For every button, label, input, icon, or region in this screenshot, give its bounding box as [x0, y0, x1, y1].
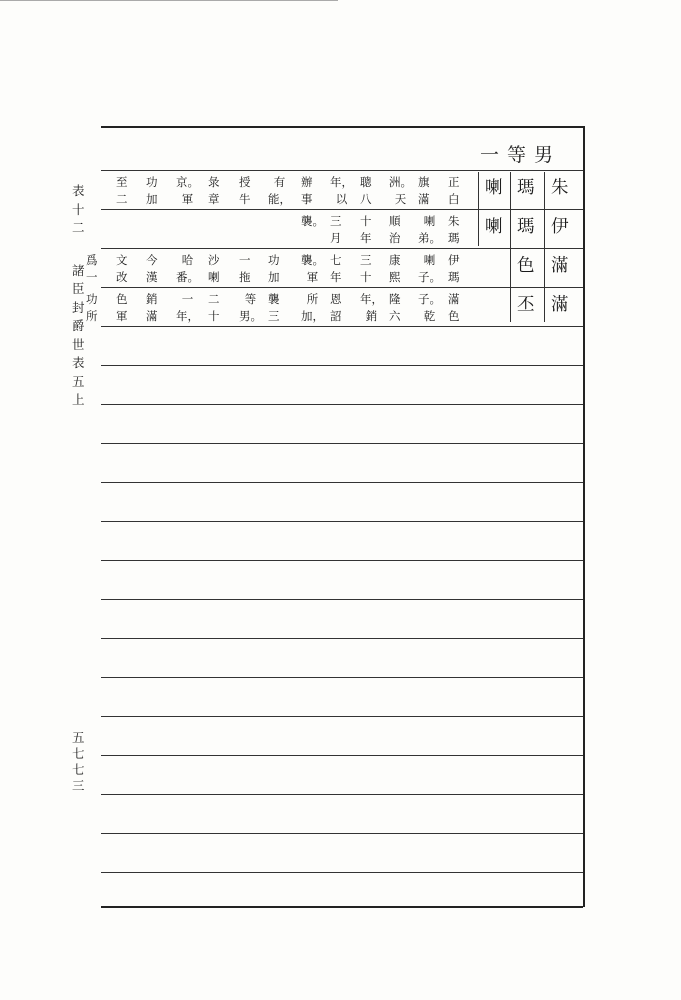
bio-col — [301, 213, 324, 230]
bio-char: 滿 — [146, 309, 158, 324]
biography-row-4 — [86, 291, 468, 327]
bio-text — [268, 252, 280, 287]
side-char: 五 — [72, 373, 85, 389]
side-char: 封 — [72, 299, 85, 315]
biography-row-3 — [86, 252, 468, 288]
row-divider — [101, 755, 583, 756]
bio-char: 一 — [239, 253, 251, 267]
bio-text — [360, 174, 372, 209]
bio-col — [268, 291, 280, 326]
row-divider — [101, 365, 583, 366]
name-column-2 — [517, 174, 535, 330]
bio-char: 七 — [330, 253, 342, 267]
bio-text — [448, 174, 460, 209]
bio-text — [116, 291, 128, 326]
bio-col — [389, 174, 412, 209]
bio-col — [116, 174, 128, 209]
bio-char: 一 — [86, 270, 98, 285]
page-digit: 三 — [72, 778, 85, 793]
bio-col — [268, 252, 280, 287]
bio-text — [208, 252, 220, 287]
name-char: 瑪 — [517, 217, 535, 237]
row-divider — [101, 794, 583, 795]
bio-text — [389, 174, 412, 209]
bio-char: 白 — [448, 192, 460, 207]
bio-text — [418, 174, 430, 209]
bio-text — [360, 291, 383, 326]
page-digit: 五 — [72, 730, 85, 745]
bio-col — [389, 252, 401, 287]
bio-char: 軍 — [116, 309, 128, 324]
name-char: 朱 — [551, 178, 569, 198]
bio-text — [208, 174, 220, 209]
name-column-3 — [485, 174, 503, 252]
bio-col — [418, 174, 430, 209]
bio-text — [208, 291, 220, 326]
row-divider — [101, 599, 583, 600]
name-char: 伊 — [551, 217, 569, 237]
bio-char: 詔 — [330, 309, 342, 324]
bio-char: 年 — [330, 270, 342, 285]
bio-col — [389, 213, 401, 248]
name-column-bar — [544, 172, 545, 322]
bio-char: 十 — [208, 309, 220, 324]
bio-char: 軍 — [306, 270, 319, 285]
bio-char: 朱 — [448, 214, 460, 228]
bio-char: 喇 — [208, 270, 220, 285]
bio-char: 襲 — [268, 292, 280, 306]
bio-char: 授 — [239, 175, 251, 189]
bio-char: 隆 — [389, 292, 401, 306]
bio-char: 月 — [330, 231, 342, 246]
bio-char: 滿 — [448, 292, 460, 306]
bio-char: 爲 — [86, 253, 98, 267]
bio-col — [448, 174, 460, 209]
bio-col — [116, 291, 128, 326]
bio-col — [330, 174, 353, 209]
table-right-border — [583, 126, 585, 907]
bio-col — [268, 174, 291, 209]
name-char: 滿 — [551, 256, 569, 276]
bio-char: 銷 — [365, 309, 378, 324]
bio-char: 十 — [360, 214, 372, 228]
name-column-bar — [478, 172, 479, 246]
bio-col — [330, 252, 342, 287]
bio-char: 功 — [268, 253, 280, 267]
bio-char: 章 — [208, 192, 220, 207]
bio-char: 以 — [335, 192, 348, 207]
bio-text — [448, 291, 460, 326]
bio-text — [146, 252, 158, 287]
bio-char: 番。 — [176, 270, 199, 285]
bio-char: 牛 — [239, 192, 251, 207]
bio-char: 喇 — [423, 253, 436, 267]
bio-char: 所 — [306, 292, 319, 306]
bio-col — [448, 291, 460, 326]
bio-text — [268, 291, 280, 326]
bio-col — [239, 174, 251, 209]
bio-char: 沙 — [208, 253, 220, 267]
bio-text — [360, 213, 372, 248]
biography-row-2 — [108, 213, 468, 249]
bio-char: 治 — [389, 231, 401, 246]
table-header-title: 一等男 — [480, 144, 562, 166]
row-divider — [101, 833, 583, 834]
bio-col — [86, 291, 98, 326]
bio-char: 色 — [116, 292, 128, 306]
bio-text — [330, 252, 342, 287]
side-char: 世 — [72, 336, 85, 352]
bio-col — [176, 291, 199, 326]
bio-col — [389, 291, 401, 326]
bio-col — [418, 213, 441, 248]
bio-char: 能， — [268, 192, 291, 207]
bio-char: 康 — [389, 253, 401, 267]
bio-char: 三 — [360, 253, 372, 267]
bio-char: 年， — [330, 175, 353, 189]
bio-char: 辦 — [301, 175, 313, 189]
row-divider — [101, 872, 583, 873]
bio-col — [208, 174, 220, 209]
bio-char: 今 — [146, 253, 158, 267]
bio-col — [86, 252, 98, 287]
bio-text — [448, 252, 460, 287]
top-edge-line — [0, 0, 338, 1]
bio-text — [86, 252, 98, 287]
page-number — [72, 730, 85, 794]
biography-row-1 — [108, 174, 468, 210]
bio-char: 八 — [360, 192, 372, 207]
bio-char: 京。 — [176, 175, 199, 189]
bio-char: 瑪 — [448, 270, 460, 285]
bio-text — [330, 291, 342, 326]
bio-char: 熙 — [389, 270, 401, 285]
bio-char: 銷 — [146, 292, 158, 306]
bio-char: 加 — [268, 270, 280, 285]
bio-char: 所 — [86, 309, 98, 324]
side-char: 表 — [72, 183, 85, 198]
bio-text — [146, 174, 158, 209]
side-char: 諸 — [72, 262, 85, 278]
bio-col — [208, 252, 220, 287]
bio-char: 襲。 — [301, 214, 324, 228]
bio-col — [330, 213, 342, 248]
bio-text — [239, 174, 251, 209]
bio-char: 正 — [448, 175, 460, 189]
bio-char: 瑪 — [448, 231, 460, 246]
bio-text — [448, 213, 460, 248]
name-char: 滿 — [551, 295, 569, 315]
name-char: 色 — [517, 256, 535, 276]
bio-char: 年， — [176, 309, 199, 324]
bio-col — [146, 252, 158, 287]
bio-char: 喇 — [423, 214, 436, 228]
bio-char: 文 — [116, 253, 128, 267]
bio-char: 三 — [268, 309, 280, 324]
bio-char: 乾 — [423, 309, 436, 324]
row-divider — [101, 482, 583, 483]
bio-text — [301, 174, 313, 209]
bio-char: 加， — [301, 309, 324, 324]
bio-col — [239, 252, 251, 287]
bio-col — [418, 252, 441, 287]
bio-col — [360, 252, 372, 287]
side-char: 二 — [72, 220, 85, 235]
side-char: 臣 — [72, 281, 85, 296]
bio-text — [330, 174, 353, 209]
bio-char: 哈 — [181, 253, 194, 267]
bio-char: 加 — [146, 192, 158, 207]
bio-text — [176, 291, 199, 326]
bio-char: 年， — [360, 292, 383, 306]
side-char: 十 — [72, 201, 85, 217]
bio-text — [301, 213, 324, 230]
bio-char: 二 — [208, 292, 220, 306]
bio-col — [301, 291, 324, 326]
bio-text — [116, 174, 128, 209]
bio-char: 軍 — [181, 192, 194, 207]
bio-col — [146, 174, 158, 209]
name-char: 喇 — [485, 217, 503, 237]
bio-col — [301, 252, 324, 287]
bio-char: 三 — [330, 214, 342, 228]
bio-col — [146, 291, 158, 326]
bio-text — [389, 291, 401, 326]
bio-char: 聰 — [360, 175, 372, 189]
bio-char: 色 — [448, 309, 460, 324]
bio-text — [116, 252, 128, 287]
name-char: 丕 — [517, 295, 535, 315]
bio-char: 恩 — [330, 292, 342, 306]
bio-text — [239, 252, 251, 287]
bio-text — [268, 174, 291, 209]
bio-char: 襲。 — [301, 253, 324, 267]
bio-text — [330, 213, 342, 248]
page-digit: 七 — [72, 746, 85, 761]
bio-col — [208, 291, 220, 326]
bio-char: 改 — [116, 270, 128, 285]
bio-char: 子。 — [418, 270, 441, 285]
bio-col — [448, 252, 460, 287]
bio-text — [360, 252, 372, 287]
table-top-border — [101, 126, 584, 128]
bio-col — [360, 213, 372, 248]
bio-char: 有 — [273, 175, 286, 189]
bio-char: 六 — [389, 309, 401, 324]
bio-text — [301, 291, 324, 326]
row-divider — [101, 638, 583, 639]
bio-text — [146, 291, 158, 326]
row-divider — [101, 443, 583, 444]
row-divider — [101, 716, 583, 717]
bio-char: 順 — [389, 214, 401, 228]
side-title — [72, 182, 85, 410]
bio-char: 男。 — [239, 309, 262, 324]
bio-col — [360, 291, 383, 326]
bio-char: 天 — [394, 192, 407, 207]
bio-char: 至 — [116, 175, 128, 189]
row-divider — [101, 521, 583, 522]
page-digit: 七 — [72, 762, 85, 777]
side-char: 表 — [72, 355, 85, 370]
bio-char: 年 — [360, 231, 372, 246]
bio-char: 漢 — [146, 270, 158, 285]
table-bottom-border — [101, 906, 583, 908]
bio-char: 事 — [301, 192, 313, 207]
side-char: 上 — [72, 392, 85, 407]
bio-char: 彔 — [208, 175, 220, 189]
bio-char: 等 — [244, 292, 257, 306]
bio-char: 子。 — [418, 292, 441, 306]
bio-char: 拖 — [239, 270, 251, 285]
bio-text — [418, 213, 441, 248]
bio-char: 洲。 — [389, 175, 412, 189]
bio-char: 十 — [360, 270, 372, 285]
bio-col — [418, 291, 441, 326]
bio-text — [418, 291, 441, 326]
bio-col — [301, 174, 313, 209]
bio-char: 弟。 — [418, 231, 441, 246]
bio-char: 伊 — [448, 253, 460, 267]
row-divider — [101, 677, 583, 678]
bio-char: 功 — [86, 292, 98, 306]
bio-char: 二 — [116, 192, 128, 207]
bio-char: 旗 — [418, 175, 430, 189]
bio-col — [176, 174, 199, 209]
name-column-1 — [551, 174, 569, 330]
bio-char: 功 — [146, 175, 158, 189]
bio-text — [86, 291, 98, 326]
bio-text — [389, 213, 401, 248]
bio-char: 滿 — [418, 192, 430, 207]
side-char: 爵 — [72, 318, 85, 333]
name-column-bar — [510, 172, 511, 322]
bio-text — [418, 252, 441, 287]
bio-col — [176, 252, 199, 287]
bio-text — [301, 252, 324, 287]
row-divider — [101, 404, 583, 405]
name-char: 喇 — [485, 178, 503, 198]
bio-col — [116, 252, 128, 287]
bio-text — [176, 252, 199, 287]
bio-text — [389, 252, 401, 287]
bio-char: 一 — [181, 292, 194, 306]
bio-col — [360, 174, 372, 209]
bio-text — [176, 174, 199, 209]
name-char: 瑪 — [517, 178, 535, 198]
bio-text — [239, 291, 262, 326]
bio-col — [239, 291, 262, 326]
bio-col — [448, 213, 460, 248]
bio-col — [330, 291, 342, 326]
row-divider — [101, 560, 583, 561]
